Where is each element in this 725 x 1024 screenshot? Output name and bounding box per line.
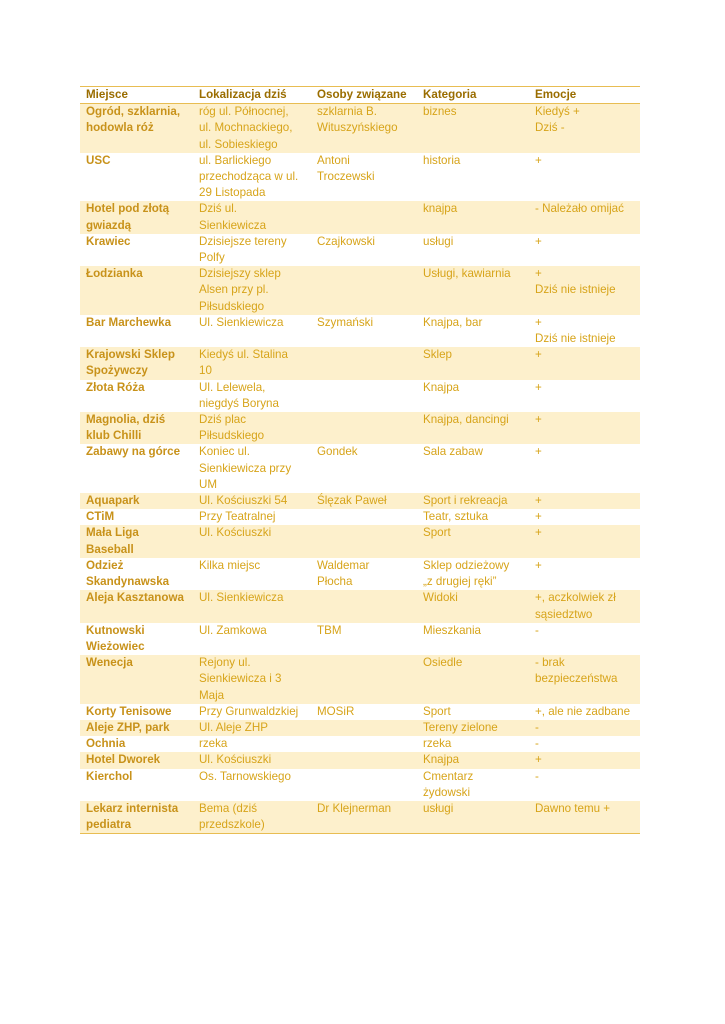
cell-place [80, 493, 193, 509]
cell-line: + [535, 348, 542, 362]
cell-line: „z drugiej ręki” [423, 575, 497, 589]
cell-line: + [535, 267, 542, 281]
cell-people [311, 412, 417, 444]
cell-people [311, 266, 417, 315]
cell-category [417, 704, 529, 720]
cell-emotions [529, 623, 640, 655]
table-row [80, 525, 640, 557]
cell-line: Łodzianka [86, 267, 143, 281]
table-row [80, 704, 640, 720]
cell-line: pediatra [86, 818, 132, 832]
cell-line: Sport [423, 526, 451, 540]
cell-line: Wenecja [86, 656, 133, 670]
header-miejsce: Miejsce [80, 87, 193, 104]
cell-line: Ogród, szklarnia, [86, 105, 181, 119]
cell-line: Osiedle [423, 656, 463, 670]
cell-people [311, 704, 417, 720]
cell-line: Teatr, sztuka [423, 510, 489, 524]
cell-line: MOSiR [317, 704, 355, 718]
cell-location [193, 623, 311, 655]
table-body [80, 104, 640, 834]
cell-line: Os. Tarnowskiego [199, 769, 291, 783]
cell-location [193, 752, 311, 768]
cell-line: gwiazdą [86, 218, 132, 232]
cell-line: Aquapark [86, 494, 140, 508]
cell-line: usługi [423, 234, 454, 248]
cell-people [311, 153, 417, 202]
cell-people [311, 380, 417, 412]
cell-category [417, 801, 529, 834]
cell-category [417, 752, 529, 768]
cell-line: +, ale nie zadbane [535, 704, 631, 718]
cell-line: Knajpa [423, 380, 460, 394]
cell-emotions [529, 769, 640, 801]
cell-line: TBM [317, 623, 342, 637]
cell-people [311, 234, 417, 266]
cell-category [417, 590, 529, 622]
cell-line: Knajpa, dancingi [423, 413, 509, 427]
cell-line: Ul. Sienkiewicza [199, 591, 284, 605]
table-row [80, 444, 640, 493]
cell-location [193, 769, 311, 801]
table-row [80, 509, 640, 525]
cell-emotions [529, 315, 640, 347]
cell-category [417, 655, 529, 704]
cell-line: Kierchol [86, 769, 133, 783]
cell-line: bezpieczeństwa [535, 672, 618, 686]
cell-people [311, 752, 417, 768]
cell-category [417, 769, 529, 801]
cell-location [193, 347, 311, 379]
cell-location [193, 736, 311, 752]
cell-place [80, 704, 193, 720]
cell-line: Ul. Kościuszki 54 [199, 494, 288, 508]
cell-line: Dawno temu + [535, 801, 611, 815]
cell-people [311, 104, 417, 153]
cell-place [80, 720, 193, 736]
cell-emotions [529, 234, 640, 266]
cell-location [193, 525, 311, 557]
cell-category [417, 347, 529, 379]
cell-emotions [529, 590, 640, 622]
cell-people [311, 493, 417, 509]
cell-people [311, 509, 417, 525]
cell-line: biznes [423, 105, 457, 119]
cell-line: sąsiedztwo [535, 607, 593, 621]
cell-category [417, 234, 529, 266]
cell-line: rzeka [199, 737, 228, 751]
cell-line: rzeka [423, 737, 452, 751]
table-row [80, 234, 640, 266]
cell-line: Kiedyś ul. Stalina [199, 348, 288, 362]
cell-line: + [535, 153, 542, 167]
cell-people [311, 769, 417, 801]
table-row [80, 590, 640, 622]
cell-line: szklarnia B. [317, 105, 377, 119]
cell-emotions [529, 736, 640, 752]
header-emocje: Emocje [529, 87, 640, 104]
cell-line: + [535, 234, 542, 248]
cell-place [80, 412, 193, 444]
cell-location [193, 558, 311, 590]
cell-place [80, 655, 193, 704]
cell-category [417, 201, 529, 233]
cell-line: - [535, 769, 539, 783]
cell-location [193, 266, 311, 315]
cell-people [311, 525, 417, 557]
cell-line: Ul. Zamkowa [199, 623, 267, 637]
table-row [80, 412, 640, 444]
cell-line: klub Chilli [86, 429, 142, 443]
cell-place [80, 104, 193, 153]
cell-place [80, 380, 193, 412]
cell-line: niegdyś Boryna [199, 396, 279, 410]
table-header [80, 87, 640, 104]
cell-category [417, 736, 529, 752]
cell-line: przedszkole) [199, 818, 265, 832]
cell-line: Złota Róża [86, 380, 145, 394]
cell-emotions [529, 347, 640, 379]
cell-line: Zabawy na górce [86, 445, 181, 459]
cell-line: Dziś ul. [199, 202, 238, 216]
cell-line: + [535, 510, 542, 524]
cell-line: historia [423, 153, 461, 167]
cell-place [80, 266, 193, 315]
cell-line: Bar Marchewka [86, 315, 172, 329]
cell-people [311, 444, 417, 493]
cell-line: + [535, 380, 542, 394]
cell-emotions [529, 201, 640, 233]
cell-line: Baseball [86, 542, 134, 556]
cell-line: Knajpa, bar [423, 315, 483, 329]
cell-line: Czajkowski [317, 234, 375, 248]
cell-line: Antoni [317, 153, 350, 167]
cell-line: żydowski [423, 785, 471, 799]
cell-category [417, 380, 529, 412]
cell-line: USC [86, 153, 111, 167]
cell-emotions [529, 444, 640, 493]
cell-line: Aleja Kasztanowa [86, 591, 184, 605]
cell-line: Alsen przy pl. [199, 283, 269, 297]
cell-line: + [535, 753, 542, 767]
cell-line: Sklep odzieżowy [423, 558, 510, 572]
cell-line: + [535, 413, 542, 427]
cell-category [417, 493, 529, 509]
cell-location [193, 655, 311, 704]
table-row [80, 736, 640, 752]
cell-line: Aleje ZHP, park [86, 720, 170, 734]
cell-line: Szymański [317, 315, 374, 329]
cell-line: 29 Listopada [199, 186, 266, 200]
table-row [80, 347, 640, 379]
cell-line: Hotel pod złotą [86, 202, 170, 216]
table-row [80, 752, 640, 768]
cell-category [417, 153, 529, 202]
cell-line: Mieszkania [423, 623, 481, 637]
cell-people [311, 201, 417, 233]
cell-category [417, 266, 529, 315]
cell-line: Kilka miejsc [199, 558, 261, 572]
cell-line: Widoki [423, 591, 458, 605]
cell-category [417, 720, 529, 736]
table-row [80, 655, 640, 704]
cell-people [311, 590, 417, 622]
cell-place [80, 558, 193, 590]
cell-line: 10 [199, 364, 212, 378]
header-row [80, 87, 640, 104]
cell-category [417, 444, 529, 493]
cell-location [193, 104, 311, 153]
cell-line: Ślęzak Paweł [317, 494, 387, 508]
cell-line: Dziś plac [199, 413, 247, 427]
cell-line: ul. Mochnackiego, [199, 121, 293, 135]
table-row [80, 623, 640, 655]
cell-line: Korty Tenisowe [86, 704, 172, 718]
cell-line: Sport i rekreacja [423, 494, 508, 508]
cell-category [417, 525, 529, 557]
cell-line: UM [199, 477, 218, 491]
cell-line: róg ul. Północnej, [199, 105, 289, 119]
cell-people [311, 558, 417, 590]
cell-line: + [535, 445, 542, 459]
cell-line: Wieżowiec [86, 639, 145, 653]
cell-location [193, 720, 311, 736]
cell-line: Piłsudskiego [199, 299, 265, 313]
cell-line: Cmentarz [423, 769, 474, 783]
cell-location [193, 493, 311, 509]
cell-line: Płocha [317, 575, 353, 589]
cell-people [311, 801, 417, 834]
header-osoby: Osoby związane [311, 87, 417, 104]
cell-line: Bema (dziś [199, 801, 257, 815]
cell-line: Krawiec [86, 234, 131, 248]
cell-emotions [529, 153, 640, 202]
cell-people [311, 347, 417, 379]
cell-location [193, 412, 311, 444]
cell-line: Knajpa [423, 753, 460, 767]
cell-location [193, 380, 311, 412]
header-kategoria: Kategoria [417, 87, 529, 104]
cell-line: Troczewski [317, 170, 375, 184]
cell-place [80, 590, 193, 622]
cell-line: - [535, 623, 539, 637]
cell-line: + [535, 315, 542, 329]
cell-location [193, 201, 311, 233]
cell-line: Sala zabaw [423, 445, 483, 459]
cell-emotions [529, 266, 640, 315]
cell-line: Ochnia [86, 737, 126, 751]
cell-line: Gondek [317, 445, 358, 459]
cell-people [311, 655, 417, 704]
cell-place [80, 623, 193, 655]
cell-location [193, 590, 311, 622]
table-row [80, 801, 640, 834]
cell-location [193, 153, 311, 202]
header-lokalizacja: Lokalizacja dziś [193, 87, 311, 104]
cell-emotions [529, 380, 640, 412]
cell-line: Odzież [86, 558, 124, 572]
cell-place [80, 315, 193, 347]
cell-line: Przy Teatralnej [199, 510, 276, 524]
table-row [80, 315, 640, 347]
cell-emotions [529, 704, 640, 720]
cell-line: Krajowski Sklep [86, 348, 175, 362]
cell-location [193, 315, 311, 347]
cell-place [80, 347, 193, 379]
cell-line: Wituszyńskiego [317, 121, 398, 135]
table-row [80, 769, 640, 801]
cell-line: Ul. Lelewela, [199, 380, 266, 394]
cell-emotions [529, 509, 640, 525]
cell-line: Spożywczy [86, 364, 148, 378]
cell-people [311, 315, 417, 347]
cell-place [80, 234, 193, 266]
cell-emotions [529, 655, 640, 704]
cell-line: ul. Barlickiego [199, 153, 272, 167]
cell-category [417, 412, 529, 444]
table-row [80, 493, 640, 509]
cell-line: Maja [199, 688, 225, 702]
cell-line: Sport [423, 704, 451, 718]
places-table [80, 86, 640, 834]
cell-line: Tereny zielone [423, 720, 498, 734]
table-row [80, 720, 640, 736]
cell-line: Dzisiejsze tereny [199, 234, 287, 248]
cell-line: Lekarz internista [86, 801, 179, 815]
cell-line: Ul. Sienkiewicza [199, 315, 284, 329]
cell-line: +, aczkolwiek zł [535, 591, 616, 605]
cell-line: Polfy [199, 251, 225, 265]
cell-location [193, 704, 311, 720]
table-row [80, 558, 640, 590]
cell-line: Dziś nie istnieje [535, 332, 616, 346]
cell-line: - [535, 737, 539, 751]
cell-line: hodowla róż [86, 121, 154, 135]
cell-line: - [535, 720, 539, 734]
table-row [80, 153, 640, 202]
cell-place [80, 801, 193, 834]
cell-category [417, 104, 529, 153]
cell-line: Dzisiejszy sklep [199, 267, 281, 281]
cell-line: + [535, 558, 542, 572]
cell-place [80, 201, 193, 233]
cell-location [193, 444, 311, 493]
cell-line: CTiM [86, 510, 115, 524]
cell-emotions [529, 801, 640, 834]
cell-line: Koniec ul. [199, 445, 250, 459]
cell-place [80, 153, 193, 202]
cell-place [80, 525, 193, 557]
cell-emotions [529, 493, 640, 509]
cell-line: usługi [423, 801, 454, 815]
cell-line: Skandynawska [86, 575, 170, 589]
cell-category [417, 509, 529, 525]
table-row [80, 266, 640, 315]
cell-line: Kutnowski [86, 623, 145, 637]
cell-emotions [529, 752, 640, 768]
cell-line: Sienkiewicza i 3 [199, 672, 282, 686]
cell-place [80, 444, 193, 493]
cell-line: Kiedyś + [535, 105, 580, 119]
cell-line: Magnolia, dziś [86, 413, 166, 427]
cell-place [80, 736, 193, 752]
cell-line: - brak [535, 656, 565, 670]
cell-place [80, 509, 193, 525]
cell-line: ul. Sobieskiego [199, 137, 278, 151]
cell-people [311, 736, 417, 752]
cell-location [193, 509, 311, 525]
cell-category [417, 315, 529, 347]
cell-location [193, 234, 311, 266]
cell-place [80, 769, 193, 801]
table-row [80, 104, 640, 153]
table-row [80, 380, 640, 412]
cell-line: Mała Liga [86, 526, 139, 540]
cell-emotions [529, 525, 640, 557]
cell-line: przechodząca w ul. [199, 170, 299, 184]
cell-category [417, 623, 529, 655]
cell-line: + [535, 494, 542, 508]
cell-people [311, 720, 417, 736]
cell-line: Sienkiewicza [199, 218, 267, 232]
cell-emotions [529, 720, 640, 736]
cell-line: Piłsudskiego [199, 429, 265, 443]
cell-category [417, 558, 529, 590]
cell-line: Przy Grunwaldzkiej [199, 704, 299, 718]
cell-line: Sienkiewicza przy [199, 461, 292, 475]
cell-line: Ul. Kościuszki [199, 526, 272, 540]
cell-people [311, 623, 417, 655]
cell-line: Hotel Dworek [86, 753, 161, 767]
cell-line: Waldemar [317, 558, 370, 572]
cell-line: Usługi, kawiarnia [423, 267, 511, 281]
cell-line: Ul. Kościuszki [199, 753, 272, 767]
cell-emotions [529, 104, 640, 153]
cell-line: - Należało omijać [535, 202, 624, 216]
cell-line: Sklep [423, 348, 453, 362]
cell-emotions [529, 558, 640, 590]
table-row [80, 201, 640, 233]
cell-line: Ul. Aleje ZHP [199, 720, 268, 734]
cell-line: Rejony ul. [199, 656, 251, 670]
cell-line: Dr Klejnerman [317, 801, 392, 815]
cell-line: knajpa [423, 202, 458, 216]
cell-line: Dziś - [535, 121, 565, 135]
cell-location [193, 801, 311, 834]
cell-emotions [529, 412, 640, 444]
cell-place [80, 752, 193, 768]
cell-line: + [535, 526, 542, 540]
cell-line: Dziś nie istnieje [535, 283, 616, 297]
